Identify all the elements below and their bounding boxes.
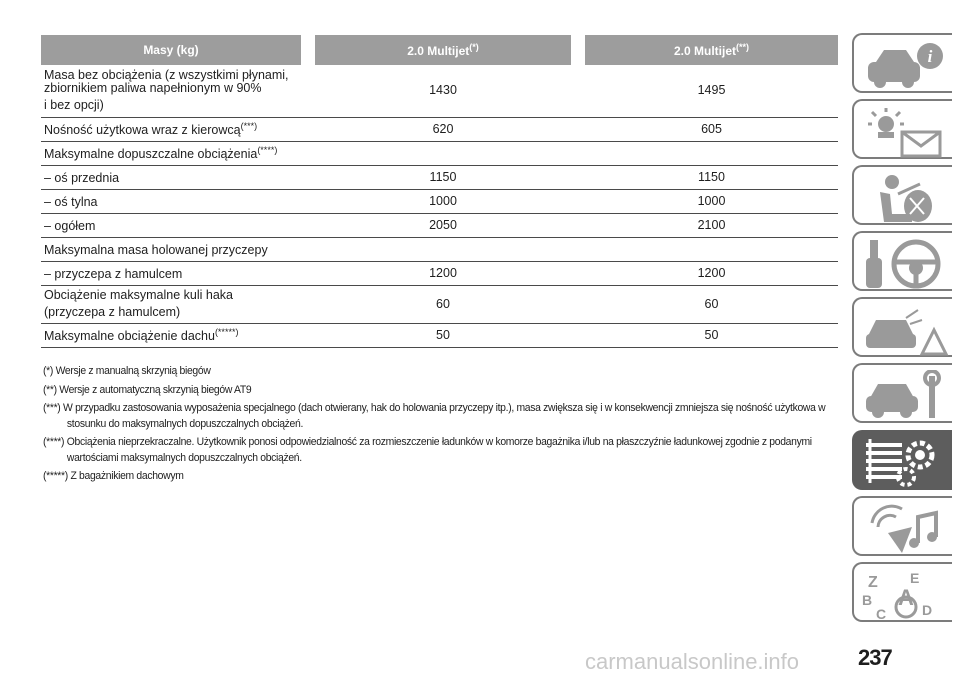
svg-text:C: C (876, 606, 887, 621)
seat-airbag-icon (862, 172, 950, 224)
svg-text:i: i (927, 47, 933, 66)
footnote: (**) Wersje z automatyczną skrzynią biegów AT9 (43, 383, 252, 396)
row-label: – przyczepa z hamulcem (41, 261, 301, 285)
row-label: Nośność użytkowa wraz z kierowcą(***) (41, 117, 301, 141)
key-steering-wheel-icon (862, 238, 950, 290)
footnote: (****) Obciążenia nieprzekraczalne. Użytkownik ponosi odpowiedzialność za rozmieszczenie ładunków w komorze bagażnika i/lub na płaszczyźnie ładunkowej zgodnie z podanymi wartościami maksymalnych dopuszczalnych obciążeń. (43, 436, 812, 464)
row-label: – oś przednia (41, 165, 301, 189)
value-automatic: 1150 (585, 165, 838, 189)
value-manual: 2050 (315, 213, 571, 237)
car-maintenance-wrench-icon (862, 370, 950, 422)
chapter-tab[interactable] (852, 430, 952, 490)
chapter-tab[interactable] (852, 99, 952, 159)
car-info-icon (862, 40, 950, 92)
value-automatic: 1200 (585, 261, 838, 285)
footnote: (*) Wersje z manualną skrzynią biegów (43, 365, 211, 377)
value-automatic: 2100 (585, 213, 838, 237)
table-row (41, 285, 838, 323)
table-row (41, 141, 838, 165)
svg-text:Z: Z (868, 574, 878, 591)
table-row (41, 323, 838, 347)
watermark: carmanualsonline.info (585, 649, 800, 674)
chapter-tab[interactable] (852, 231, 952, 291)
footnote: (***) W przypadku zastosowania wyposażenia specjalnego (dach otwierany, hak do holowania przyczepy itp.), masa zwiększa się i w konsekwencji zmniejsza się nośność użytkowa w stosunku do maksymalnych dopuszczalnych obciążeń. (43, 402, 826, 430)
row-label: Maksymalna masa holowanej przyczepy (41, 237, 301, 261)
chapter-tab[interactable] (852, 363, 952, 423)
warning-lights-message-icon (862, 106, 950, 158)
alphabetical-index-icon (862, 569, 950, 621)
row-label: Obciążenie maksymalne kuli haka (przyczepa z hamulcem) (41, 285, 301, 323)
car-accident-warning-icon (862, 304, 950, 356)
value-automatic (585, 237, 838, 261)
chapter-tab[interactable] (852, 562, 952, 622)
value-automatic: 1000 (585, 189, 838, 213)
value-automatic (585, 141, 838, 165)
chapter-tab[interactable] (852, 297, 952, 357)
svg-text:D: D (922, 602, 933, 618)
value-manual: 1200 (315, 261, 571, 285)
value-manual: 1000 (315, 189, 571, 213)
table-header-row (41, 35, 838, 65)
table-row (41, 261, 838, 285)
header-automatic-variant: 2.0 Multijet(**) (585, 35, 838, 65)
chapter-tab[interactable] (852, 496, 952, 556)
multimedia-phone-music-icon (862, 503, 950, 555)
table-row (41, 117, 838, 141)
value-manual (315, 237, 571, 261)
chapter-tab[interactable] (852, 33, 952, 93)
technical-data-gears-icon (862, 437, 950, 489)
value-manual: 1150 (315, 165, 571, 189)
row-label: Maksymalne obciążenie dachu(*****) (41, 323, 301, 347)
value-manual: 1430 (315, 65, 571, 117)
footnote: (*****) Z bagażnikiem dachowym (43, 470, 184, 482)
value-automatic: 605 (585, 117, 838, 141)
header-masses: Masy (kg) (41, 35, 301, 65)
value-manual: 620 (315, 117, 571, 141)
vehicle-mass-table (41, 35, 838, 348)
row-label: Masa bez obciążenia (z wszystkimi płynami, zbiornikiem paliwa napełnionym w 90% i bez opcji) (41, 65, 301, 117)
svg-text:E: E (910, 570, 920, 586)
table-row (41, 165, 838, 189)
chapter-tab[interactable] (852, 165, 952, 225)
value-automatic: 60 (585, 285, 838, 323)
row-label: – oś tylna (41, 189, 301, 213)
svg-text:B: B (862, 592, 873, 608)
value-manual: 50 (315, 323, 571, 347)
row-label: Maksymalne dopuszczalne obciążenia(****) (41, 141, 301, 165)
table-row (41, 213, 838, 237)
page-number: 237 (858, 645, 892, 670)
table-row (41, 237, 838, 261)
value-automatic: 1495 (585, 65, 838, 117)
table-row (41, 189, 838, 213)
value-manual (315, 141, 571, 165)
table-row (41, 65, 838, 117)
svg-text:A: A (898, 585, 914, 610)
header-manual-variant: 2.0 Multijet(*) (315, 35, 571, 65)
value-automatic: 50 (585, 323, 838, 347)
value-manual: 60 (315, 285, 571, 323)
row-label: – ogółem (41, 213, 301, 237)
footnotes (43, 364, 834, 488)
